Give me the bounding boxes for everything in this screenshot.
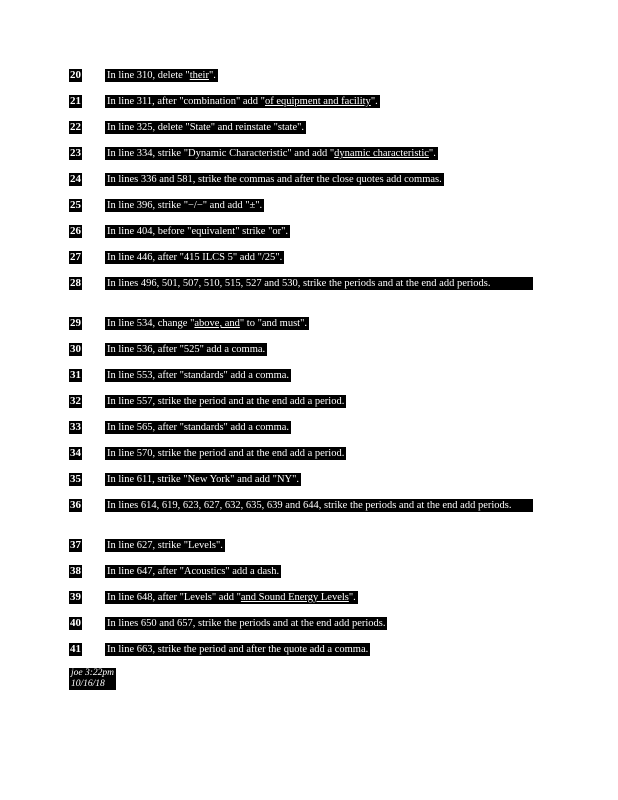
- item-text: In line 311, after "combination" add "of equipment and facility".: [107, 96, 378, 107]
- item-number: 31: [70, 369, 81, 381]
- item-text: In line 404, before "equivalent" strike "or".: [107, 226, 289, 237]
- item-text: In line 557, strike the period and at the end add a period.: [107, 396, 345, 407]
- item-number: 38: [70, 565, 81, 577]
- item-text: In line 648, after "Levels" add "and Sound Energy Levels".: [107, 592, 356, 603]
- item-number: 24: [70, 173, 81, 185]
- list-item: [0, 317, 618, 343]
- item-number: 36: [70, 499, 81, 511]
- item-text: In lines 650 and 657, strike the periods and at the end add periods.: [107, 618, 386, 629]
- item-text: In line 534, change "above, and" to "and must".: [107, 318, 307, 329]
- item-number: 40: [70, 617, 81, 629]
- item-number: 20: [70, 69, 81, 81]
- footer-date: 10/16/18: [71, 679, 105, 689]
- item-number: 32: [70, 395, 81, 407]
- list-item: [0, 447, 618, 473]
- list-item: [0, 225, 618, 251]
- item-text: In line 553, after "standards" add a comma.: [107, 370, 290, 381]
- list-item: [0, 173, 618, 199]
- list-item: [0, 591, 618, 617]
- item-text: In lines 496, 501, 507, 510, 515, 527 and 530, strike the periods and at the end add periods.: [105, 277, 533, 290]
- item-number: 39: [70, 591, 81, 603]
- list-item: [0, 69, 618, 95]
- item-text: In line 570, strike the period and at the end add a period.: [107, 448, 345, 459]
- item-number: 37: [70, 539, 81, 551]
- item-number: 27: [70, 251, 81, 263]
- item-text: In line 663, strike the period and after the quote add a comma.: [107, 644, 369, 655]
- item-number: 23: [70, 147, 81, 159]
- list-item: [0, 539, 618, 565]
- item-text: In lines 336 and 581, strike the commas and after the close quotes add commas.: [107, 174, 442, 185]
- item-text: In line 446, after "415 ILCS 5" add "/25".: [107, 252, 283, 263]
- list-item: [0, 277, 618, 317]
- item-number: 34: [70, 447, 81, 459]
- item-text: In line 647, after "Acoustics" add a dash.: [107, 566, 280, 577]
- list-item: [0, 617, 618, 643]
- item-text: In line 611, strike "New York" and add "NY".: [107, 474, 300, 485]
- item-number: 25: [70, 199, 81, 211]
- list-item: [0, 95, 618, 121]
- item-number: 41: [70, 643, 81, 655]
- item-number: 35: [70, 473, 81, 485]
- item-number: 21: [70, 95, 81, 107]
- list-item: [0, 147, 618, 173]
- item-text: In lines 614, 619, 623, 627, 632, 635, 639 and 644, strike the periods and at the end add periods.: [105, 499, 533, 512]
- item-text: In line 325, delete "State" and reinstate "state".: [107, 122, 305, 133]
- item-text: In line 396, strike "−/−" and add "±".: [107, 200, 263, 211]
- amendment-list: [0, 69, 618, 669]
- list-item: [0, 121, 618, 147]
- list-item: [0, 251, 618, 277]
- footer-initials: [69, 668, 116, 690]
- item-text: In line 310, delete "their".: [107, 70, 216, 81]
- item-number: 30: [70, 343, 81, 355]
- list-item: [0, 565, 618, 591]
- item-text: In line 565, after "standards" add a comma.: [107, 422, 290, 433]
- list-item: [0, 395, 618, 421]
- list-item: [0, 199, 618, 225]
- list-item: [0, 643, 618, 669]
- item-number: 22: [70, 121, 81, 133]
- list-item: [0, 473, 618, 499]
- list-item: [0, 421, 618, 447]
- item-text: In line 334, strike "Dynamic Characteristic" and add "dynamic characteristic".: [107, 148, 436, 159]
- item-text: In line 536, after "525" add a comma.: [107, 344, 266, 355]
- list-item: [0, 499, 618, 539]
- footer-author: joe 3:22pm: [71, 668, 115, 678]
- list-item: [0, 343, 618, 369]
- item-number: 28: [70, 277, 81, 289]
- item-number: 33: [70, 421, 81, 433]
- item-number: 26: [70, 225, 81, 237]
- list-item: [0, 369, 618, 395]
- item-number: 29: [70, 317, 81, 329]
- item-text: In line 627, strike "Levels".: [107, 540, 223, 551]
